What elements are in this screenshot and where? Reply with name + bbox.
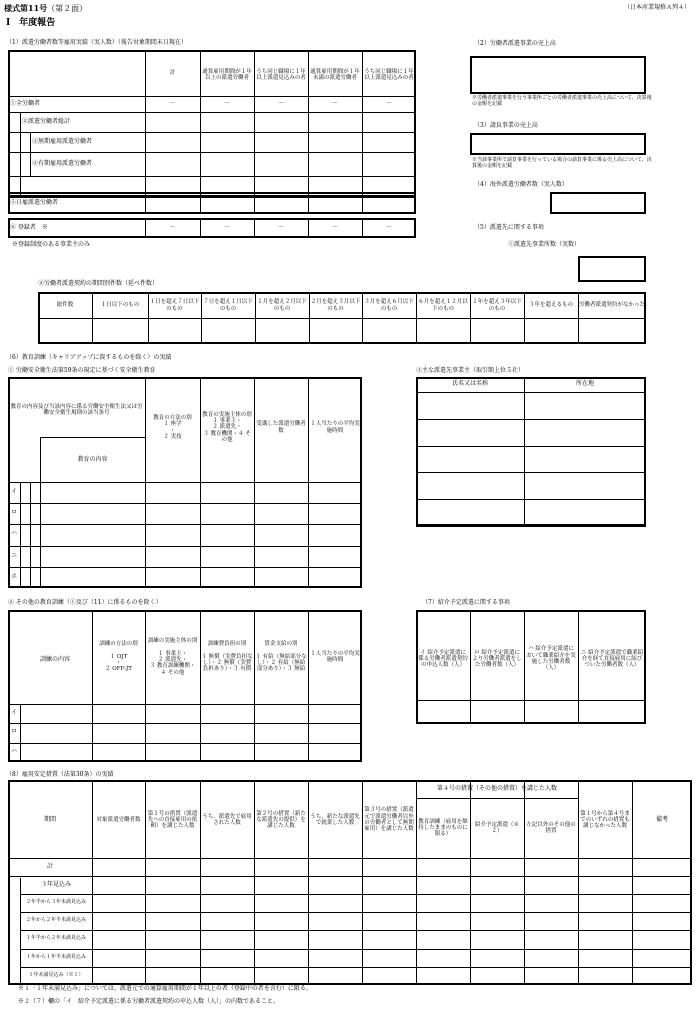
s1-row-label: ②派遣労働者総計 xyxy=(22,117,71,125)
s1-note: ※登録制度のある事業主のみ xyxy=(12,241,91,248)
s6b-row-kana: イ xyxy=(10,709,17,717)
s2-title: （2）労働者派遣事業の売上高 xyxy=(474,40,556,47)
s1-dash: － xyxy=(331,99,338,107)
s1-row-label: ④有期雇用派遣労働者 xyxy=(32,159,93,167)
s6b-h-wage: 賃金支給の別 １ 有給（無給部分なし）・２ 有給（無給部分あり）・３ 無給 xyxy=(255,641,307,673)
s3-sales-box[interactable] xyxy=(470,133,646,155)
rule xyxy=(20,930,692,931)
s1-row-label: ⑥ 登録者 ※ xyxy=(10,223,48,231)
s2-note: ※労働者派遣事業を行う事業所ごとの労働者派遣事業の売上高について、決算後の金額を記載 xyxy=(472,95,652,107)
rule xyxy=(8,503,362,504)
main-client-title: ③主な派遣先事業主（取引額上位５社） xyxy=(416,367,525,374)
rule xyxy=(416,700,646,701)
rule xyxy=(8,876,692,877)
s5b-col-header: ３月を超え６月以下のもの xyxy=(364,299,414,312)
s6b-row-kana: ハ xyxy=(10,748,17,756)
s8-row-label: ２年半から３年未満見込み xyxy=(25,899,86,906)
s8-row-label: １年から１年半未満見込み xyxy=(25,954,86,961)
rule xyxy=(20,894,692,895)
mc-frame xyxy=(416,377,646,526)
rule xyxy=(416,446,646,447)
rule xyxy=(145,192,146,214)
rule xyxy=(20,967,692,968)
s1-dash: － xyxy=(223,99,230,107)
s8-h-remark: 備考 xyxy=(655,815,668,823)
s7-col-header: ハ 紹介予定派遣において職業紹介を実施した労働者数（人） xyxy=(526,646,576,672)
s1-col-header: 通算雇用期間が１年未満の派遣労働者 xyxy=(310,68,360,81)
mc-h2: 所在地 xyxy=(575,380,594,388)
s1-row-label: ①全労働者 xyxy=(10,99,41,107)
s7-title: （7）紹介予定派遣に関する事項 xyxy=(422,599,510,606)
s7-col-header: ロ 紹介予定派遣により労働者派遣をした労働者数（人） xyxy=(472,649,522,669)
rule xyxy=(578,610,579,724)
s8-row-label: １年半から２年未満見込み xyxy=(25,935,86,942)
s8-h-target: 対象派遣労働者数 xyxy=(96,816,141,823)
rule xyxy=(524,377,525,526)
mc-h1: 氏名又は名称 xyxy=(451,380,488,388)
s6b-h-method: 訓練の方法の別 １ OJT ・ ２ OFF-JT xyxy=(99,641,138,673)
s4-overseas-box[interactable] xyxy=(550,192,646,214)
s6a-h-content2: 教育の内容 xyxy=(77,455,108,463)
rule xyxy=(8,704,362,705)
s1-dash: － xyxy=(385,223,392,231)
section-title: Ⅰ 年度報告 xyxy=(6,18,56,28)
s5b-col-header: １日を超え７日以下のもの xyxy=(149,299,200,312)
rule xyxy=(416,798,578,799)
s6-title: （6）教育訓練（キャリアアップに資するものを除く）の実績 xyxy=(6,354,172,361)
s8-row-label: ３年見込み xyxy=(40,880,71,888)
s5-client-count-box[interactable] xyxy=(578,256,646,282)
s8-h-m4: 第４号の措置（その他の措置）を講じた人数 xyxy=(436,784,557,792)
s7-col-header: ニ 紹介予定派遣で職業紹介を経て直接雇用に結びついた労働者数（人） xyxy=(580,649,644,669)
s8-row-label: １年未満見込み（※１） xyxy=(28,972,84,979)
s3-title: （3）請負事業の売上高 xyxy=(474,122,538,129)
footnote-2: ※２（７）欄の「イ 紹介予定派遣に係る労働者派遣契約の申込人数（人）」の内数であること。 xyxy=(18,998,280,1005)
s5-title: （5）派遣先に関する事項 xyxy=(474,224,544,231)
rule xyxy=(8,176,416,177)
s6a-row-kana: イ xyxy=(10,488,17,496)
s8-h-m4c: 左記以外のその他の措置 xyxy=(526,821,576,834)
s7-col-header: イ 紹介予定派遣に係る労働者派遣契約の申込人数（人） xyxy=(418,649,468,669)
s5b-col-header: 労働者派遣契約がなかった xyxy=(579,302,645,309)
rule xyxy=(8,743,362,744)
s8-h-m2s: うち、新たな派遣先で就業した人数 xyxy=(310,813,360,826)
s8-h-period: 期間 xyxy=(43,815,56,823)
s8-h-m3: 第３号の措置（派遣元で派遣労働者以外の労働者として無期雇用）を講じた人数 xyxy=(364,807,414,833)
s6a-h-content: 教育の内容及び当該内容に係る労働安全衛生法又は労働安全衛生規則の該当条号 xyxy=(10,403,143,416)
rule xyxy=(8,524,362,525)
s6a-h-avg: １人当たりの平均実施時間 xyxy=(310,421,360,434)
s5b-col-header: ６月を超え１２月以下のもの xyxy=(418,299,468,312)
s5b-col-header: １年を超え３年以下のもの xyxy=(472,299,522,312)
s8-title: （8）雇用安定措置（法第30条）の実績 xyxy=(6,771,114,778)
s8-h-m4a: 教育訓練（雇用を維持したままのものに限る） xyxy=(418,818,468,838)
s5b-col-header: 総件数 xyxy=(56,302,74,309)
s6-sub2: ② その他の教育訓練（①及び（11）に係るものを除く） xyxy=(8,599,162,606)
s5b-col-header: ２月を超え３月以下のもの xyxy=(310,299,361,312)
s1-col-header: 通算雇用期間が１年以上の派遣労働者 xyxy=(202,68,252,81)
s2-sales-box[interactable] xyxy=(470,56,646,94)
s6b-row-kana: ロ xyxy=(10,728,17,736)
s6a-h-body: 教育の実施主体の別 １ 事業主・ ２ 派遣先・ ３ 教育機関・４ その他 xyxy=(202,411,252,443)
s5b-title: ②労働者派遣契約の期間別件数（延べ件数） xyxy=(38,280,159,287)
rule xyxy=(308,192,309,214)
standard-label: （日本産業規格Ａ列４） xyxy=(623,4,690,11)
rule xyxy=(416,526,646,527)
rule xyxy=(20,112,21,197)
rule xyxy=(8,858,692,859)
rule xyxy=(38,318,646,319)
rule xyxy=(20,912,692,913)
rule xyxy=(254,192,255,214)
s1-title: （1）派遣労働者数等雇用実績（実人数）（報告対象期間末日現在） xyxy=(6,39,187,46)
s8-row-label: 計 xyxy=(46,862,53,870)
rule xyxy=(20,482,21,588)
s1-dash: － xyxy=(385,99,392,107)
s6a-h-count: 受講した派遣労働者数 xyxy=(256,421,306,434)
s6-sub1: ① 労働安全衛生法第59条の規定に基づく安全衛生教育 xyxy=(8,367,156,374)
s6b-h-content: 訓練の内容 xyxy=(39,655,70,663)
s8-h-m2: 第２号の措置（新たな派遣先の提供）を講じた人数 xyxy=(256,810,306,830)
rule xyxy=(416,419,646,420)
s6b-h-cost: 訓練費負担の別 １ 無償（実費負担なし）・２ 無償（実費負担あり）・３ 有償 xyxy=(201,641,253,673)
s6a-row-kana: ホ xyxy=(10,573,17,581)
rule xyxy=(30,132,31,177)
rule xyxy=(8,546,362,547)
s8-h-none: 第１号から第４号までのいずれの措置も講じなかった人数 xyxy=(580,810,630,830)
rule xyxy=(8,482,362,483)
s6b-h-body: 訓練の実施主体の別 １ 事業主・ ２ 派遣先・ ３ 教育訓練機関・ ４ その他 xyxy=(147,638,198,676)
rule xyxy=(30,482,31,588)
rule xyxy=(470,610,471,724)
rule xyxy=(200,192,201,214)
s4-title: （4）海外派遣労働者数（実人数） xyxy=(474,181,568,188)
s1-dash: － xyxy=(277,99,284,107)
footnote-1: ※１「１年未満見込み」については、派遣元での通算雇用期間が１年以上の者（登録中の者を含む）に限る。 xyxy=(18,985,312,992)
s1-dash: － xyxy=(223,223,230,231)
s5-sub1: ①派遣先事業所数（実数） xyxy=(508,241,581,248)
s1-col-header: 計 xyxy=(169,69,176,76)
s3-note: ※当該事業所で請負事業を行っている場合の請負事業に係る売上高について、決算後の金額を記載 xyxy=(472,157,652,169)
s5b-col-header: １月を超え２月以下のもの xyxy=(257,299,307,312)
s1-col-header: うち同じ職場に１年以上派遣見込みの者 xyxy=(364,68,414,81)
s6a-row-kana: ハ xyxy=(10,530,17,538)
s5b-col-header: １日以下のもの xyxy=(100,302,140,309)
s1-row-label: ③無期雇用派遣労働者 xyxy=(32,137,93,145)
s5b-col-header: ３年を超えるもの xyxy=(528,302,573,309)
s1-dash: － xyxy=(169,223,176,231)
s8-h-m1: 第１号の措置（派遣先への直接雇用の依頼）を講じた人数 xyxy=(147,810,198,830)
s8-row-label: ２年から２年半未満見込み xyxy=(25,917,86,924)
rule xyxy=(8,567,362,568)
rule xyxy=(20,949,692,950)
rule xyxy=(8,723,362,724)
s6a-h-method: 教育の方法の別 １ 座学 ・ ２ 実技 xyxy=(153,414,192,440)
s6a-row-kana: ロ xyxy=(10,509,17,517)
rule xyxy=(524,610,525,724)
s8-h-m1s: うち、派遣先で雇用された人数 xyxy=(202,813,252,826)
s1-dash: － xyxy=(277,223,284,231)
rule xyxy=(416,392,646,393)
rule xyxy=(416,499,646,500)
s5b-col-header: ７日を超え１月以下のもの xyxy=(203,299,253,312)
s6a-row-kana: ニ xyxy=(10,552,17,560)
s1-dash: － xyxy=(169,99,176,107)
s6b-h-avg: １人当たりの平均実施時間 xyxy=(310,650,360,663)
rule xyxy=(416,472,646,473)
form-number: 様式第11号（第２面） xyxy=(4,3,88,13)
s8-h-m4b: 紹介予定派遣（※２） xyxy=(474,821,519,834)
rule xyxy=(362,192,363,214)
rule xyxy=(40,437,145,438)
rule xyxy=(20,704,21,762)
s1-col-header: うち同じ職場に１年以上派遣見込みの者 xyxy=(256,68,306,81)
s1-dash: － xyxy=(331,223,338,231)
s1-row-label: ⑤日雇派遣労働者 xyxy=(10,198,59,206)
